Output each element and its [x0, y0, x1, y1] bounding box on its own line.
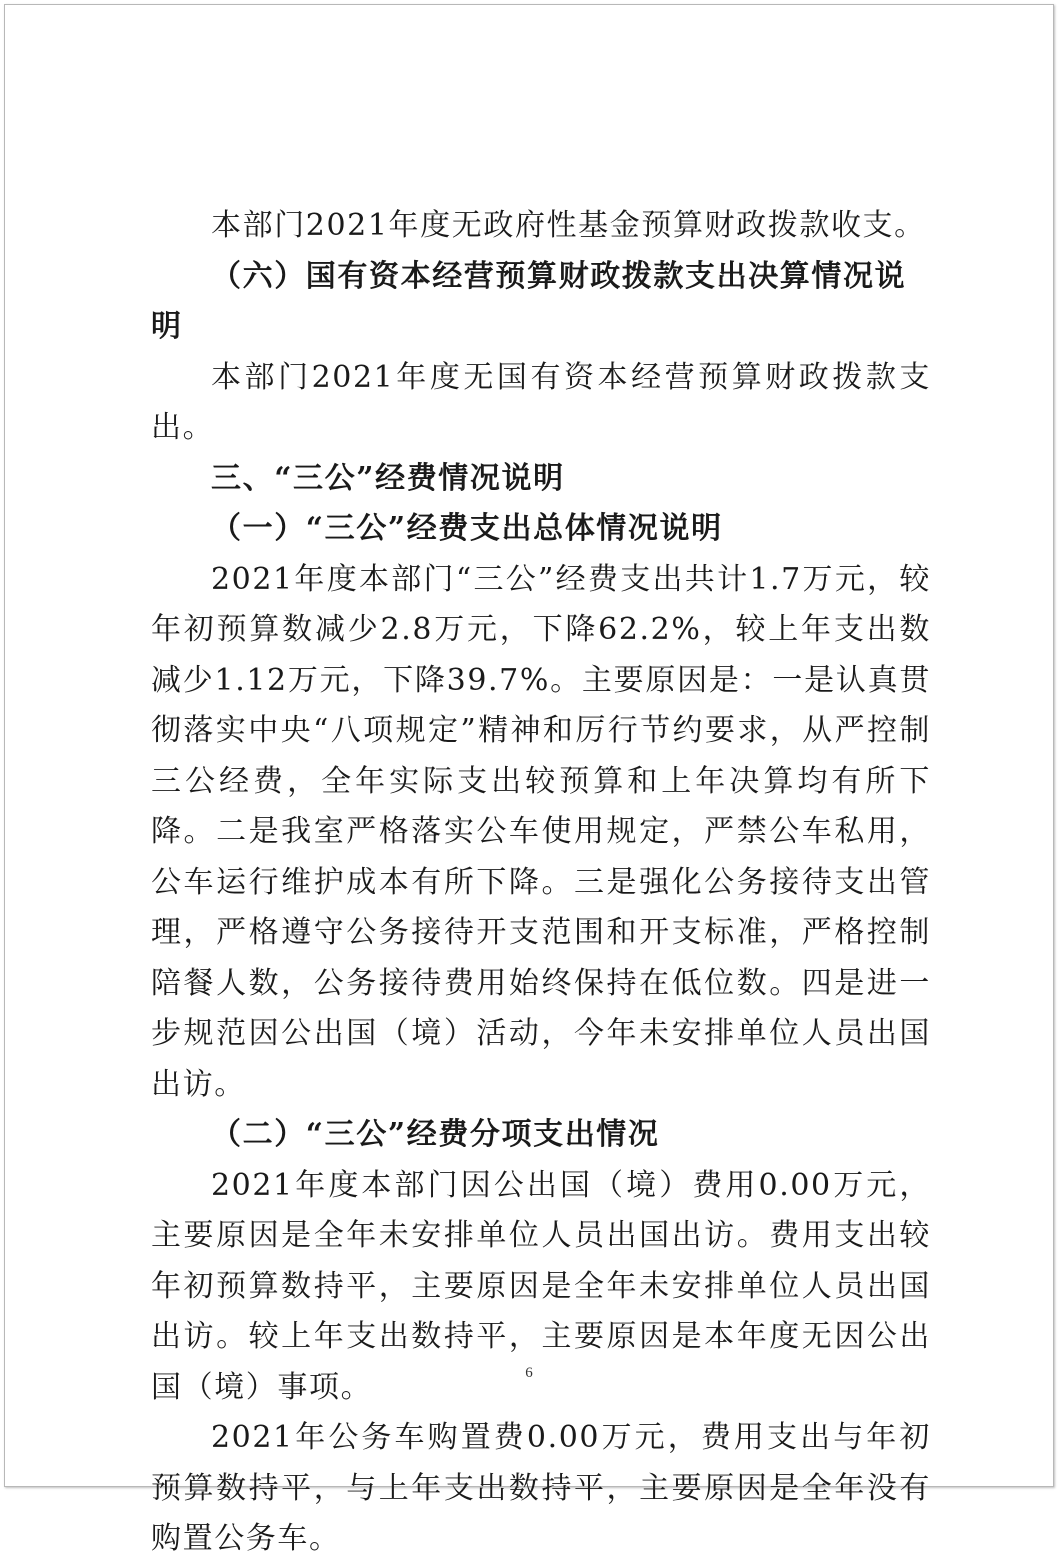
heading-three-public-itemized: （二）“三公”经费分项支出情况 — [211, 1117, 660, 1152]
heading-three-public-overall: （一）“三公”经费支出总体情况说明 — [211, 511, 723, 546]
paragraph-state-capital: 本部门2021年度无国有资本经营预算财政拨款支出。 — [151, 359, 931, 445]
heading-state-capital: （六）国有资本经营预算财政拨款支出决算情况说明 — [151, 258, 907, 344]
paragraph-vehicle-purchase: 2021年公务车购置费0.00万元，费用支出与年初预算数持平，与上年支出数持平，主要原因是全年没有购置公务车。 — [151, 1420, 931, 1556]
paragraph-overseas-travel: 2021年度本部门因公出国（境）费用0.00万元，主要原因是全年未安排单位人员出国出访。费用支出较年初预算数持平，主要原因是全年未安排单位人员出国出访。较上年支出数持平，主要原因是本年度无因公出国（境）事项。 — [151, 1167, 931, 1405]
document-body — [151, 201, 931, 1565]
page-number: 6 — [525, 1365, 533, 1381]
paragraph-government-fund: 本部门2021年度无政府性基金预算财政拨款收支。 — [211, 208, 926, 243]
document-page — [4, 4, 1054, 1556]
heading-three-public: 三、“三公”经费情况说明 — [211, 460, 565, 496]
paragraph-three-public-overall: 2021年度本部门“三公”经费支出共计1.7万元，较年初预算数减少2.8万元，下降62.2%，较上年支出数减少1.12万元，下降39.7%。主要原因是：一是认真贯彻落实中央“八项规定”精神和厉行节约要求，从严控制三公经费，全年实际支出较预算和上年决算均有所下降。二是我室严格落实公车使用规定，严禁公车私用，公车运行维护成本有所下降。三是强化公务接待支出管理，严格遵守公务接待开支范围和开支标准，严格控制陪餐人数，公务接待费用始终保持在低位数。四是进一步规范因公出国（境）活动，今年未安排单位人员出国出访。 — [151, 561, 931, 1102]
